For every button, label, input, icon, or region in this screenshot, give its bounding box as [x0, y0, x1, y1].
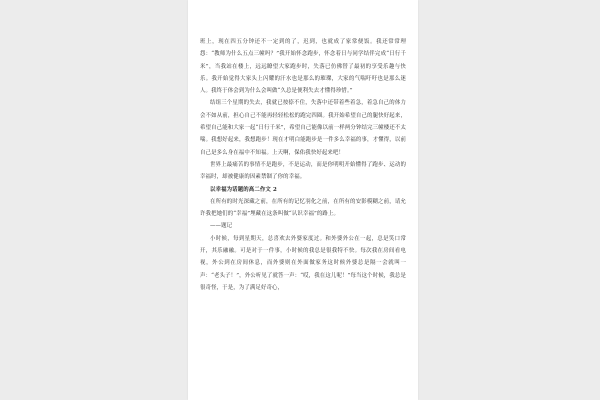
document-body	[200, 36, 406, 294]
paragraph-3: 世界上最痛苦的事情不是跑步，不是运动，而是你明明开始懂得了跑步、运动的幸福时，却被健康的因素禁锢了你的幸福。	[200, 161, 406, 181]
essay-heading: 以幸福为话题的高二作文 2	[210, 186, 277, 193]
paragraph-2: 结组三个星期的失去，我就已按捺不住，失落中还带着些着急，着急自己的体力会不如从前，担心自己不能再轻轻松松的跑完四圈。我开始希望自己的腿快好起来，希望自己能和大家一起“日行千米”，希望自己能像以前一样两分钟结完三幢楼还不太喘。我想好起来，我想跑步！现在才明白能跑步是一件多么幸福的事，才懂得，以前自己是多么身在福中不知福。上天啊，保佑我快好起来吧！	[200, 100, 406, 156]
document-page	[188, 0, 418, 400]
epigraph-signature: ——题记	[210, 223, 233, 230]
paragraph-5: 小时候，每到星期天，总喜欢去外婆家度过。和外婆外公在一起，总是笑口常开，其乐融融。可是对于一件事，小时候的我总是很我特不快。每次我在房间看电视，外公到在房间休息，而外婆则在外面做家务这时候外婆总是隔一会就叫一声：“老头子！”，外公听见了就答一声：“哎，我在这儿呢！”每当这个时候，我总是很奇怪，于是，为了满足好奇心，	[200, 235, 406, 291]
paragraph-1: 班上，现在四五分钟还不一定到的了，迟到，也就成了家常便饭。我还常常理怨：“教师为什么五点三幢吗？”我开始怀念跑步，怀念着日与同学结伴完成“日行千米”，当我站在楼上，远远瞭望大家跑步时，失落已仿佛替了最初的享受乐趣与快乐。我开始觉得大家头上闪耀的汗水也是那么的璀璨，大家的气喘吁吁也是那么迷人。我终于体会到为什么会叫做“久总是便利失去才懂得珍惜。”	[200, 39, 406, 95]
paragraph-4: 在所有的时光深藏之前，在所有的记忆羽化之前，在所有的安影模糊之前，请允许我把她们的“幸福”埋藏在这条叫做“认识幸福”的路上。	[200, 198, 406, 218]
